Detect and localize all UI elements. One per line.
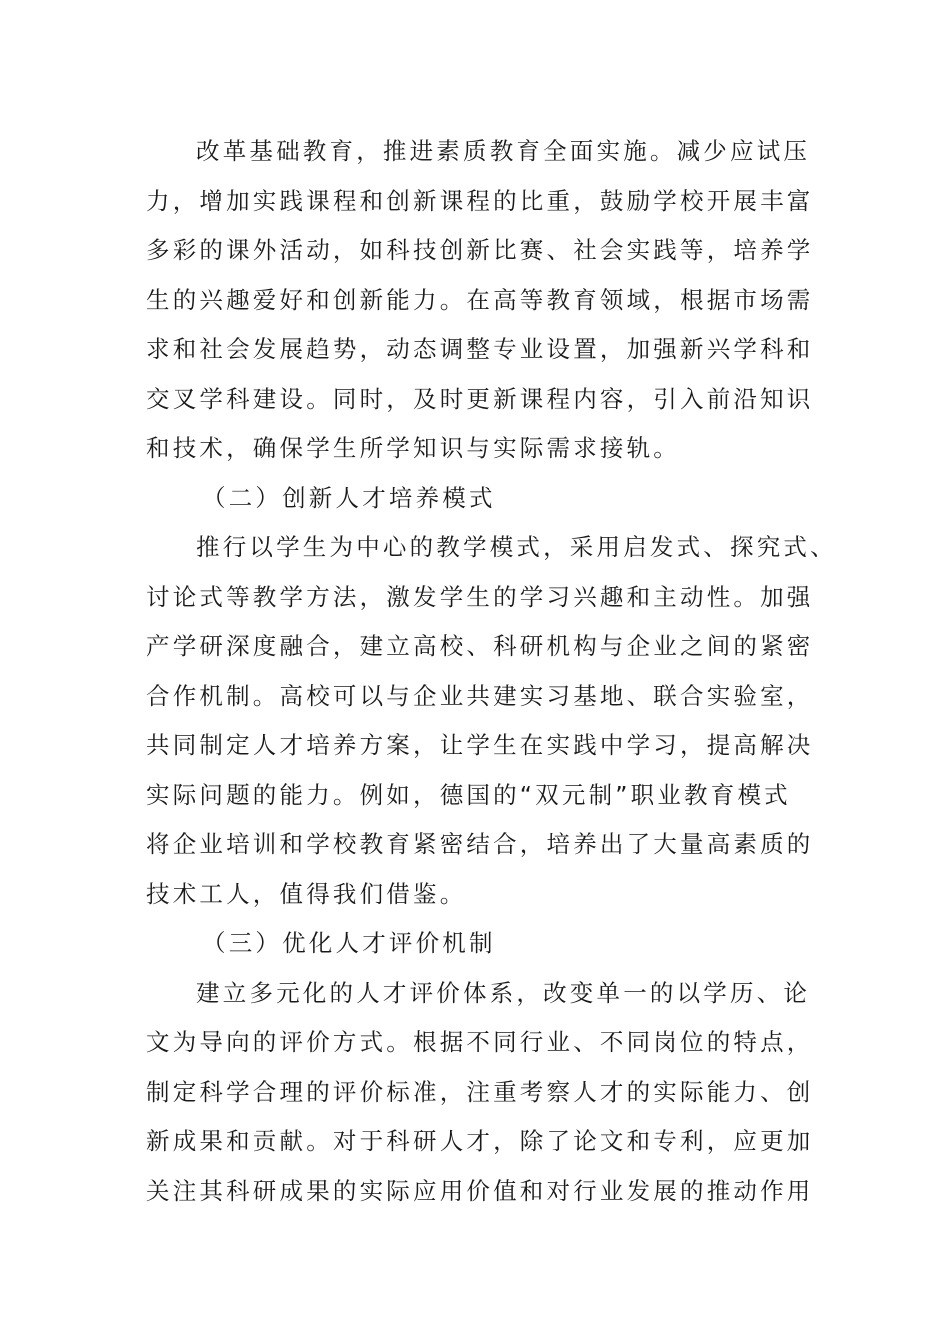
paragraph-line: 推行以学生为中心的教学模式，采用启发式、探究式、	[196, 533, 837, 561]
paragraph-line: 产学研深度融合，建立高校、科研机构与企业之间的紧密	[146, 632, 814, 660]
paragraph-line: 生的兴趣爱好和创新能力。在高等教育领域，根据市场需	[146, 285, 814, 314]
paragraph-line: 力，增加实践课程和创新课程的比重，鼓励学校开展丰富	[146, 186, 814, 215]
paragraph-line: 共同制定人才培养方案，让学生在实践中学习，提高解决	[146, 731, 814, 759]
paragraph-line: 讨论式等教学方法，激发学生的学习兴趣和主动性。加强	[146, 582, 814, 611]
paragraph-line: 实际问题的能力。例如，德国的“双元制”职业教育模式	[146, 780, 791, 809]
paragraph-line: 合作机制。高校可以与企业共建实习基地、联合实验室，	[146, 681, 814, 710]
paragraph-line: 交叉学科建设。同时，及时更新课程内容，引入前沿知识	[146, 384, 814, 413]
paragraph-line: 和技术，确保学生所学知识与实际需求接轨。	[146, 434, 680, 462]
paragraph-line: 改革基础教育，推进素质教育全面实施。减少应试压	[196, 137, 811, 165]
paragraph-line: 建立多元化的人才评价体系，改变单一的以学历、论	[196, 978, 811, 1007]
document-body	[146, 127, 837, 1216]
paragraph-line: 技术工人，值得我们借鉴。	[146, 879, 467, 908]
section-heading-talent-training: （二）创新人才培养模式	[202, 483, 496, 512]
paragraph-line: 关注其科研成果的实际应用价值和对行业发展的推动作用	[146, 1176, 814, 1205]
paragraph-line: 将企业培训和学校教育紧密结合，培养出了大量高素质的	[146, 830, 814, 858]
paragraph-line: 求和社会发展趋势，动态调整专业设置，加强新兴学科和	[146, 335, 814, 363]
paragraph-line: 新成果和贡献。对于科研人才，除了论文和专利，应更加	[146, 1127, 814, 1155]
paragraph-line: 多彩的课外活动，如科技创新比赛、社会实践等，培养学	[146, 236, 814, 264]
paragraph-talent-training-model	[146, 523, 837, 919]
paragraph-line: 制定科学合理的评价标准，注重考察人才的实际能力、创	[146, 1077, 814, 1106]
paragraph-talent-evaluation	[146, 969, 814, 1217]
section-heading-talent-evaluation: （三）优化人才评价机制	[202, 929, 496, 957]
paragraph-basic-education-reform	[146, 127, 814, 474]
paragraph-line: 文为导向的评价方式。根据不同行业、不同岗位的特点，	[146, 1028, 814, 1056]
